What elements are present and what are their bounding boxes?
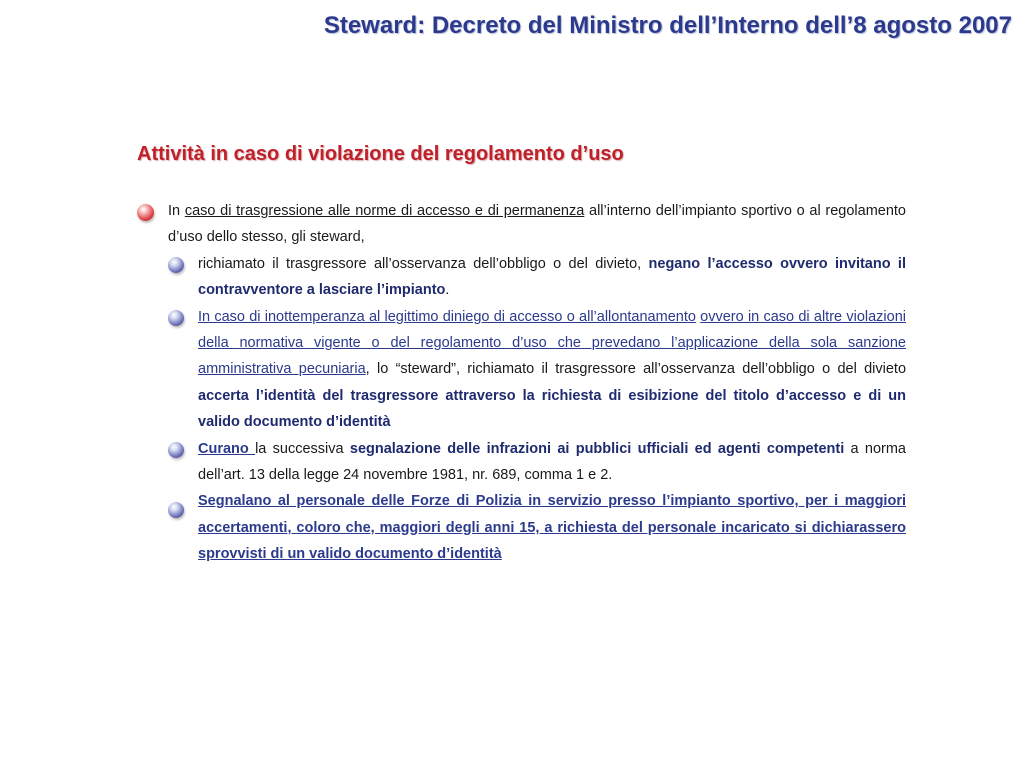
item2-text: , lo “steward”, richiamato il trasgressore all’osservanza dell’obbligo o del divieto (365, 361, 907, 378)
item4-underlined-bold: Segnalano al personale delle Forze di Polizia in servizio presso l’impianto sportivo, per i maggiori accertamenti, coloro che, maggiori degli anni 15, a richiesta del personale incaricato si dichiarassero sprovvisti di un valido documento d’identità (198, 493, 906, 563)
list-item-report-to-police (198, 488, 906, 567)
item3-underlined-verb: Curano (198, 440, 256, 457)
item2-bold: accerta l’identità del trasgressore attraverso la richiesta di esibizione del titolo d’accesso e di un valido documento d’identità (198, 387, 906, 431)
list-item-verify-identity (198, 304, 906, 436)
intro-underlined-phrase: caso di trasgressione alle norme di accesso e di permanenza (184, 203, 585, 219)
slide-title: Steward: Decreto del Ministro dell’Interno dell’8 agosto 2007 (323, 12, 1012, 39)
intro-rest: all’interno dell’impianto sportivo o al regolamento d’uso dello stesso, gli steward, (168, 203, 906, 246)
item3-text-2: a norma dell’art. 13 della legge 24 novembre 1981, nr. 689, comma 1 e 2. (198, 440, 907, 484)
list-item-report-infractions (198, 436, 906, 489)
item3-bold: segnalazione delle infrazioni ai pubblici ufficiali ed agenti competenti (349, 440, 845, 457)
item1-bold: negano l’accesso ovvero invitano il contravventore a lasciare l’impianto (198, 255, 906, 299)
blue-bullet-icon (168, 310, 184, 326)
red-bullet-icon (137, 204, 154, 221)
list-item-deny-access (198, 251, 906, 304)
blue-bullet-icon (168, 442, 184, 458)
item1-text: richiamato il trasgressore all’osservanza dell’obbligo o del divieto, (198, 255, 649, 272)
section-heading: Attività in caso di violazione del regolamento d’uso (137, 143, 624, 165)
item2-underlined-phrase-2: ovvero in caso di altre violazioni della normativa vigente o del regolamento d’uso che prevedano l’applicazione della sola sanzione amministrativa pecuniaria (198, 308, 906, 378)
item1-end: . (445, 282, 450, 299)
intro-paragraph (168, 198, 906, 251)
blue-bullet-icon (168, 257, 184, 273)
item3-text-1: la successiva (255, 440, 350, 457)
item2-underlined-phrase-1: In caso di inottemperanza al legittimo diniego di accesso o all’allontanamento (198, 308, 696, 325)
slide-content (0, 198, 1024, 568)
intro-prefix: In (168, 203, 185, 219)
blue-bullet-icon (168, 502, 184, 518)
